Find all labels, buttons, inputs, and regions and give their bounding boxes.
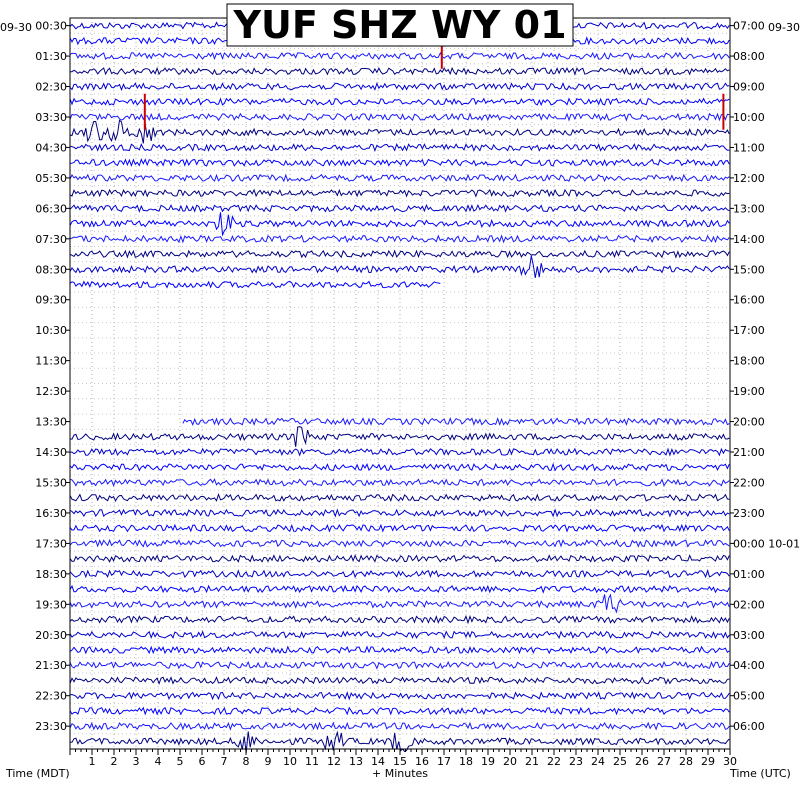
left-tick-label: 01:30	[35, 50, 67, 64]
right-axis-title: Time (UTC)	[730, 767, 791, 780]
left-tick-label: 09:30	[35, 293, 67, 307]
x-tick-label: 2	[110, 755, 118, 768]
right-tick-label: 16:00	[733, 293, 765, 307]
x-tick-label: 24	[591, 755, 605, 768]
x-tick-label: 29	[701, 755, 715, 768]
x-tick-label: 20	[503, 755, 517, 768]
x-tick-label: 8	[242, 755, 250, 768]
left-tick-label: 15:30	[35, 476, 67, 490]
right-tick-label: 13:00	[733, 202, 765, 216]
x-tick-label: 17	[437, 755, 451, 768]
left-tick-label: 19:30	[35, 598, 67, 612]
x-tick-label: 6	[198, 755, 206, 768]
x-tick-label: 18	[459, 755, 473, 768]
right-tick-label: 20:00	[733, 415, 765, 429]
x-tick-label: 11	[305, 755, 319, 768]
left-tick-label: 02:30	[35, 80, 67, 94]
right-tick-label: 17:00	[733, 324, 765, 338]
right-tick-label: 23:00	[733, 506, 765, 520]
left-tick-label: 10:30	[35, 324, 67, 338]
x-tick-label: 15	[393, 755, 407, 768]
right-tick-label: 18:00	[733, 354, 765, 368]
start-date-label: 09-30	[0, 21, 32, 34]
right-tick-label: 01:00	[733, 567, 765, 581]
x-tick-label: 5	[176, 755, 184, 768]
x-axis-title: + Minutes	[371, 767, 429, 780]
right-tick-label: 03:00	[733, 628, 765, 642]
left-tick-label: 16:30	[35, 506, 67, 520]
x-tick-label: 22	[547, 755, 561, 768]
right-tick-label: 07:00	[733, 19, 765, 33]
left-tick-label: 11:30	[35, 354, 67, 368]
left-tick-label: 18:30	[35, 567, 67, 581]
right-tick-label: 22:00	[733, 476, 765, 490]
right-tick-label: 14:00	[733, 232, 765, 246]
right-tick-label: 04:00	[733, 659, 765, 673]
right-tick-label: 21:00	[733, 446, 765, 460]
left-axis-title: Time (MDT)	[6, 767, 70, 780]
left-tick-label: 03:30	[35, 110, 67, 124]
x-tick-label: 16	[415, 755, 429, 768]
left-tick-label: 12:30	[35, 385, 67, 399]
x-tick-label: 23	[569, 755, 583, 768]
left-tick-label: 04:30	[35, 141, 67, 155]
x-tick-label: 13	[349, 755, 363, 768]
x-tick-label: 1	[88, 755, 96, 768]
right-tick-label: 02:00	[733, 598, 765, 612]
x-tick-label: 4	[154, 755, 162, 768]
x-tick-label: 26	[635, 755, 649, 768]
x-tick-label: 10	[283, 755, 297, 768]
right-tick-label: 06:00	[733, 720, 765, 734]
left-tick-label: 20:30	[35, 628, 67, 642]
left-tick-label: 08:30	[35, 263, 67, 277]
left-tick-label: 07:30	[35, 232, 67, 246]
right-tick-label: 08:00	[733, 50, 765, 64]
right-tick-label: 12:00	[733, 171, 765, 185]
end-date-label: 09-30	[768, 21, 800, 34]
left-tick-label: 22:30	[35, 689, 67, 703]
right-tick-label: 15:00	[733, 263, 765, 277]
left-tick-label: 00:30	[35, 19, 67, 33]
right-tick-label: 05:00	[733, 689, 765, 703]
chart-title: YUF SHZ WY 01	[233, 3, 567, 47]
x-tick-label: 27	[657, 755, 671, 768]
right-tick-label: 19:00	[733, 385, 765, 399]
x-tick-label: 28	[679, 755, 693, 768]
right-tick-label: 09:00	[733, 80, 765, 94]
left-tick-label: 06:30	[35, 202, 67, 216]
x-tick-label: 25	[613, 755, 627, 768]
x-tick-label: 30	[723, 755, 737, 768]
right-tick-label: 10:00	[733, 110, 765, 124]
x-tick-label: 19	[481, 755, 495, 768]
left-tick-label: 17:30	[35, 537, 67, 551]
x-tick-label: 12	[327, 755, 341, 768]
x-tick-label: 21	[525, 755, 539, 768]
x-tick-label: 3	[132, 755, 140, 768]
right-tick-label: 11:00	[733, 141, 765, 155]
left-tick-label: 13:30	[35, 415, 67, 429]
x-tick-label: 9	[264, 755, 272, 768]
x-tick-label: 14	[371, 755, 385, 768]
right-tick-label: 00:00 10-01	[733, 537, 800, 551]
left-tick-label: 21:30	[35, 659, 67, 673]
left-tick-label: 14:30	[35, 446, 67, 460]
left-tick-label: 05:30	[35, 171, 67, 185]
x-tick-label: 7	[220, 755, 228, 768]
left-tick-label: 23:30	[35, 720, 67, 734]
